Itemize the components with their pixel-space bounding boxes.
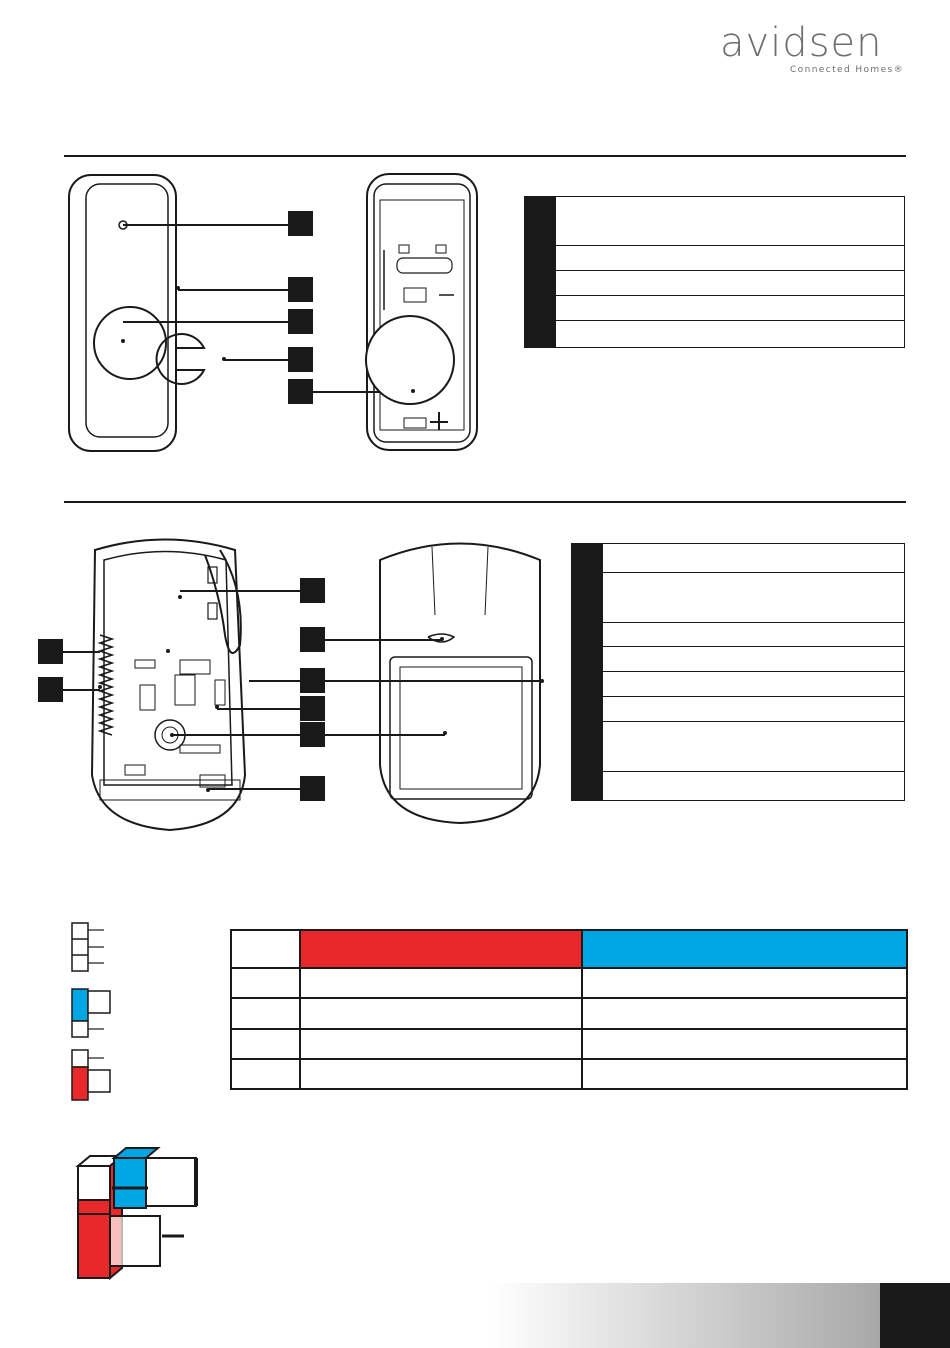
section-divider-middle <box>64 501 906 503</box>
legend-row <box>603 772 904 800</box>
callout-line-s2-4 <box>217 708 300 710</box>
callout-line-4 <box>224 359 288 361</box>
brand-logo <box>720 22 910 78</box>
motion-detector-inside-illustration <box>80 535 260 835</box>
brand-name: avidsen <box>720 20 883 66</box>
legend-row <box>603 647 904 672</box>
legend-number-column <box>572 544 603 800</box>
callout-line-left-2 <box>63 689 100 691</box>
legend-row <box>556 246 904 271</box>
callout-marker-s2-4 <box>300 696 325 721</box>
page-number-box <box>880 1283 950 1348</box>
callout-line-2 <box>178 289 288 291</box>
callout-line-s2-5a <box>172 734 300 736</box>
callout-marker-left-2 <box>38 677 63 702</box>
legend-row <box>603 697 904 722</box>
table-row <box>231 998 907 1028</box>
callout-line-s2-3b <box>325 680 542 682</box>
legend-row <box>603 623 904 647</box>
callout-marker-s2-3 <box>300 668 325 693</box>
callout-line-1 <box>123 224 288 226</box>
brand-tagline: Connected Homes® <box>790 65 904 75</box>
table-row <box>231 1029 907 1059</box>
callout-marker-3 <box>288 309 313 334</box>
legend-table-section1 <box>524 196 905 348</box>
blue-header-cell <box>582 930 907 968</box>
dip-switch-blue-icon <box>70 987 120 1037</box>
callout-marker-s2-5 <box>300 722 325 747</box>
door-sensor-front-illustration <box>64 170 314 460</box>
callout-marker-4 <box>288 347 313 372</box>
callout-marker-2 <box>288 277 313 302</box>
legend-row <box>556 197 904 246</box>
red-header-cell <box>300 930 582 968</box>
legend-row <box>556 296 904 321</box>
legend-number-column <box>525 197 556 347</box>
table-row <box>231 1059 907 1089</box>
legend-row <box>603 544 904 573</box>
callout-marker-left-1 <box>38 639 63 664</box>
legend-row <box>603 573 904 623</box>
legend-row <box>556 271 904 296</box>
motion-detector-front-illustration <box>370 535 550 835</box>
callout-marker-5 <box>288 379 313 404</box>
callout-line-left-1 <box>63 651 100 653</box>
callout-line-s2-3a <box>249 680 300 682</box>
callout-line-s2-1 <box>180 590 300 592</box>
table-header-row <box>231 930 907 968</box>
callout-line-s2-2 <box>325 639 442 641</box>
callout-marker-s2-1 <box>300 578 325 603</box>
legend-row <box>556 321 904 348</box>
dip-switch-red-icon <box>70 1048 120 1103</box>
legend-row <box>603 722 904 772</box>
legend-row <box>603 672 904 697</box>
callout-line-3 <box>123 321 288 323</box>
callout-marker-1 <box>288 211 313 236</box>
table-row <box>231 968 907 998</box>
callout-line-s2-6 <box>208 788 300 790</box>
table-header-cell <box>231 930 300 968</box>
callout-marker-s2-2 <box>300 627 325 652</box>
footer-gradient-band <box>490 1283 880 1348</box>
channel-setting-table <box>230 929 908 1090</box>
door-sensor-inside-illustration <box>364 170 484 455</box>
callout-marker-s2-6 <box>300 776 325 801</box>
legend-table-section2 <box>571 543 905 801</box>
callout-line-s2-5b <box>325 734 445 736</box>
dip-switch-3d-illustration <box>76 1144 216 1284</box>
dip-switch-blank-icon <box>70 920 110 970</box>
section-divider-top <box>64 155 906 157</box>
